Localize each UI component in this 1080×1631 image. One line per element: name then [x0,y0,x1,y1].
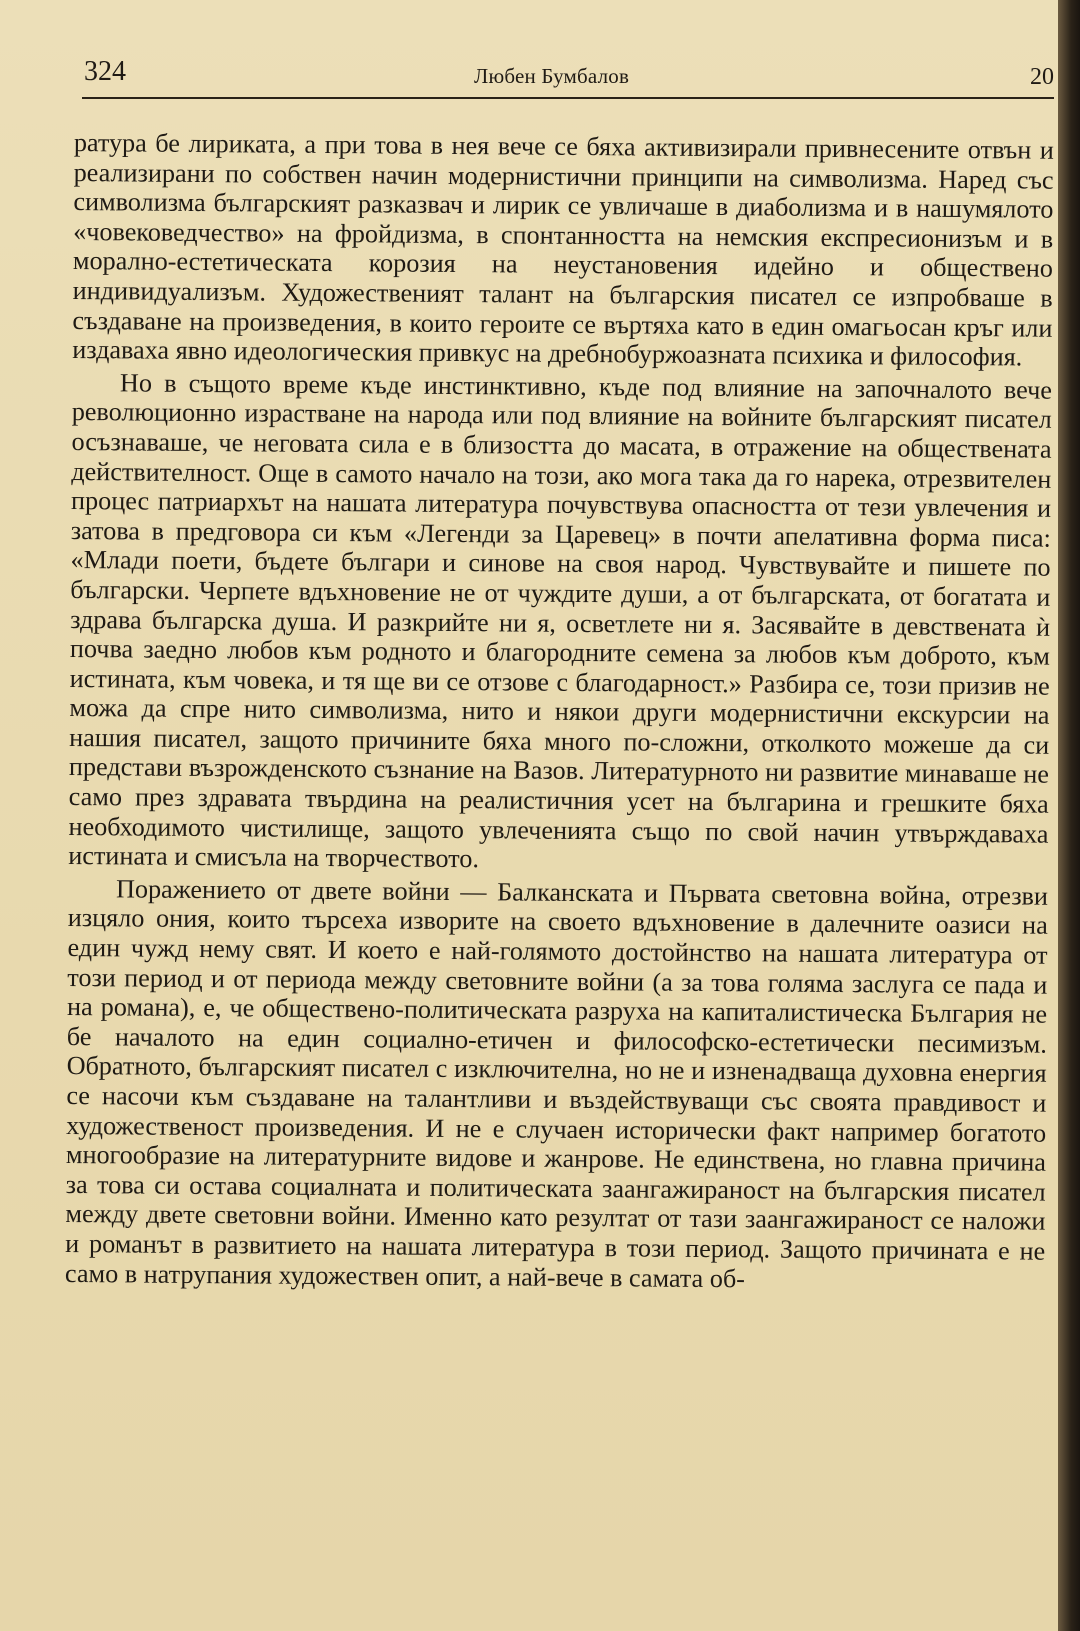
corner-mark: 20 [1030,64,1054,90]
body-text [65,128,1054,1299]
paragraph-3: Поражението от двете войни — Балканската и Първата световна война, отрезви изцяло ония, които търсеха изворите на своето вдъхновение в далечните оазиси на един чужд нему свят. И което е най-голямото достойнство на нашата литература от този период и от периода между световните войни (а за това голяма заслуга се пада и на романа), е, че обществено-политическата разруха на капиталистическа България не бе началото на един социално-етичен и философско-естетически песимизъм. Обратното, българският писател с изключителна, но не и изненадваща духовна енергия се насочи към създаване на талантливи и въздействуващи със своята правдивост и художественост произведения. И не е случаен исторически факт например богатото многообразие на литературните видове и жанрове. Не единствена, но главна причина за това си остава социалната и политическата заангажираност на българския писател между двете световни войни. Именно като резултат от тази заангажираност се наложи и романът в развитието на нашата литература в този период. Защото причината е не само в натрупания художествен опит, а най-вече в самата об- [64,874,1049,1293]
page-number: 324 [84,56,126,87]
paragraph-2: Но в същото време къде инстинктивно, къде под влияние на започналото вече революционно израстване на народа или под влияние на войните българският писател осъзнаваше, че неговата сила е в близостта до масата, в отражение на обществената действителност. Още в самото начало на този, ако мога така да го нарека, отрезвителен процес патриархът на нашата литература почувствува опасността от тези увлечения и затова в предговора си към «Легенди за Царевец» в почти апелативна форма писа: «Млади поети, бъдете българи и синове на своя народ. Чувствувайте и пишете по български. Черпете вдъхновение не от чуждите души, а от българската, от богатата и здрава българска душа. И разкрийте ни я, осветлете ни я. Засявайте в девствената ѝ почва заедно любов към родното и благородните семена за любов към доброто, към истината, към човека, и тя ще ви се отзове с благодарност.» Разбира се, този призив не можа да спре нито символизма, нито и някои други модернистични екскурсии на нашия писател, защото причините бяха много по-сложни, отколкото можеше да си представи възрожденското съзнание на Вазов. Литературното ни развитие минаваше не само през здравата твърдина на реалистичния усет на българина и грешките бяха необходимото чистилище, защото увлеченията също по свой начин утвърждаваха истината и смисъла на творчеството. [68,368,1053,874]
paragraph-1: ратура бе лириката, а при това в нея вече се бяха активизирали привнесените отвън и реализирани по собствен начин модернистични принципи на символизма. Наред със символизма българският разказвач и лирик се увличаше в диаболизма и в нашумялото «човековедчество» на фройдизма, в спонтанността на немския експресионизъм и в морално-естетическата корозия на неустановения идейно и обществено индивидуализъм. Художественият талант на българския писател се изпробваше в създаване на произведения, в които героите се въртяха като в един омагьосан кръг или издаваха явно идеологическия привкус на дребнобуржоазната психика и философия. [72,128,1054,372]
header-rule [82,97,1054,99]
book-spine [1058,0,1080,1631]
page-header [84,52,1060,100]
running-title: Любен Бумбалов [474,64,630,88]
